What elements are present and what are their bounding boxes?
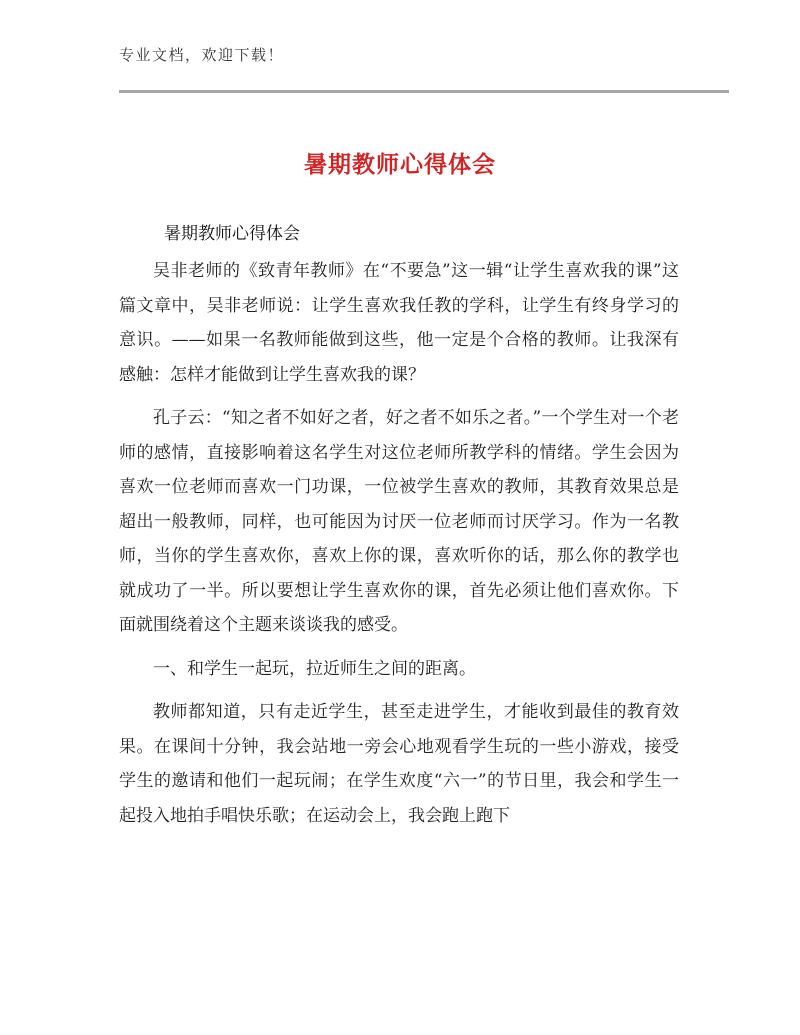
document-body <box>119 254 679 842</box>
page-header-text: 专业文档，欢迎下载！ <box>119 46 285 64</box>
document-title: 暑期教师心得体会 <box>304 152 496 178</box>
paragraph-1: 吴非老师的《致青年教师》在“不要急”这一辑“让学生喜欢我的课”这篇文章中，吴非老师说：让学生喜欢我任教的学科，让学生有终身学习的意识。——如果一名教师能做到这些，他一定是个合格的教师。让我深有感触：怎样才能做到让学生喜欢我的课？ <box>119 261 679 385</box>
paragraph-3: 一、和学生一起玩，拉近师生之间的距离。 <box>153 658 476 679</box>
paragraph-2: 孔子云：“知之者不如好之者，好之者不如乐之者。”一个学生对一个老师的感情，直接影响着这名学生对这位老师所教学科的情绪。学生会因为喜欢一位老师而喜欢一门功课，一位被学生喜欢的教师，其教育效果总是超出一般教师，同样，也可能因为讨厌一位老师而讨厌学习。作为一名教师，当你的学生喜欢你，喜欢上你的课，喜欢听你的话，那么你的教学也就成功了一半。所以要想让学生喜欢你的课，首先必须让他们喜欢你。下面就围绕着这个主题来谈谈我的感受。 <box>119 408 679 635</box>
document-subtitle: 暑期教师心得体会 <box>164 224 300 244</box>
header-divider <box>119 90 729 93</box>
paragraph-4: 教师都知道，只有走近学生，甚至走进学生，才能收到最佳的教育效果。在课间十分钟，我会站地一旁会心地观看学生玩的一些小游戏，接受学生的邀请和他们一起玩闹；在学生欢度“六一”的节日里，我会和学生一起投入地拍手唱快乐歌；在运动会上，我会跑上跑下 <box>119 702 679 826</box>
